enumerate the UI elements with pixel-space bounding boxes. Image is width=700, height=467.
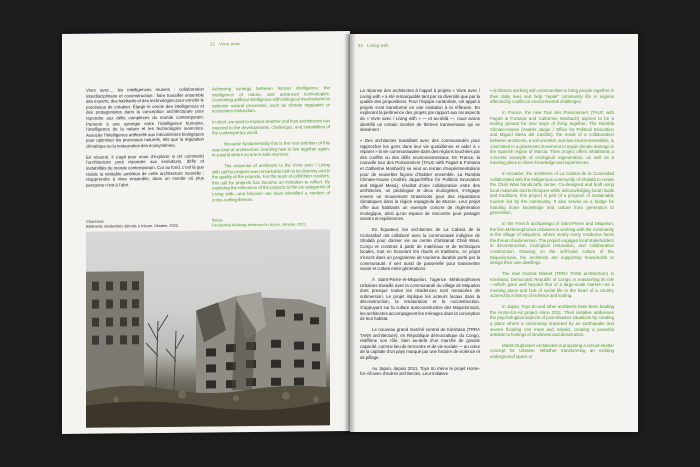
right-en-paragraph: In the French archipelago of Saint-Pierre and Miquelon, the firm Météorophones Urbaines is working with the community in the village of Miquelon, where nearly every residence faces the threat of submersion. The project engages local stakeholders in deconstruction, ecological restoration, and collaborative construction. Drawing on the self-build culture of the Miquelonnais, the architects are supporting households to design their own dwellings.	[490, 221, 614, 266]
right-french-column	[360, 88, 480, 382]
right-fr-paragraph: En Équateur, les architectes de La Cabina de la Curiosidad ont collaboré avec la communauté indigène de Shalalá pour donner vie au centre d’artisanat Chali Wasi. Conçu et construit à partir de matériaux et de techniques locales, tout en honorant les rituels et traditions, ce projet s’inscrit dans un programme de tourisme durable porté par la communauté. Il sert aussi de passerelle pour transmettre savoir et culture entre générations.	[360, 227, 480, 272]
left-fr-paragraph: En résumé, il s’agit pour nous d’explorer si (et comment) l’architecture peut répondre aux évolutions, défis et instabilités du monde contemporain. Car au fond, c’est là que réside la véritable ambition de cette architecture nouvelle : réapprendre à vivre ensemble, dans un monde où plus personne n’est à l’abri.	[86, 153, 204, 188]
left-page-header	[210, 41, 241, 46]
right-english-column	[490, 88, 614, 365]
left-page-number: 22	[210, 41, 216, 47]
caption-text-en: Residential buildings destroyed in Izyum, Ukraine, 2023.	[212, 222, 307, 228]
left-page	[62, 31, 350, 434]
left-en-paragraph: Because fundamentally this is the real ambition of this new kind of architecture: learning how to live together again, in a world where no one is safe anymore.	[212, 140, 330, 158]
right-page	[350, 34, 638, 432]
right-page-header	[358, 43, 389, 48]
left-page-running-title: Vivre avec	[219, 41, 241, 47]
right-fr-paragraph: La réponse des architectes à l’appel à projets « Vivre avec / Living with » a été remarquable tant par sa diversité que par la qualité des propositions. Pour l’équipe curatoriale, cet appel à projets s’est transformé en une invitation à la réflexion. En explorant la pertinence des projets par rapport aux six aspects de « Vivre avec / Living with » — et au-delà —, nous avons identifié un certain nombre de thèmes transversaux qui se dessinent :	[360, 88, 480, 133]
caption-label-en: Below:	[212, 218, 224, 223]
destroyed-building-photo	[86, 229, 330, 428]
left-fr-paragraph: Vivre avec… les intelligences réunies : collaboration interdisciplinaire et coconstruction : faire travailler ensemble des experts, des habitants et des technologies pour enrichir le processus de création. Élargir le cercle des intelligences et des protagonistes dans la conception architecturale pour répondre aux défis complexes du monde contemporain. Parvenir à une synergie entre l’intelligence humaine, l’intelligence de la nature et les technologies avancées. Associer l’intelligence artificielle aux mécanismes biologiques pour optimiser les processus naturels, tels que la régulation climatique ou la restauration des écosystèmes.	[86, 86, 204, 149]
right-fr-paragraph: À Saint-Pierre-et-Miquelon, l’agence Météorophones Urbaines travaille avec la communauté du village de Miquelon dont presque toutes les résidences sont menacées de submersion. Le projet implique les acteurs locaux dans la déconstruction, la renaturation et la coconstruction. S’appuyant sur la culture autoconstructive des Miquelonnais, les architectes accompagnent les ménages dans la conception de leur habitat.	[360, 276, 480, 322]
right-fr-paragraph: « Des architectes travaillant avec des communautés pour rapprocher les gens dans leur vie quotidienne et aider à « réparer » la vie communautaire dans des régions touchées par des conflits ou des défis environnementaux. En France, la nouvelle tour des Poissonniers (TAUC with Fagart & Fontana et Catherine Mosbach) se veut un terrain d’expérimentations pour de nouvelles façons d’habiter ensemble. La Rambla Climate-House (Andrés Jaque/Office for Political Innovation and Miguel Mesa), résultat d’une collaboration entre des architectes, un pédologue et deux écologistes, s’engage envers un mouvement Grassroots pour des réparations climatiques dans la région espagnole de Murcie. Leur projet offre aux habitants un exemple concret de régénération écologique, ainsi qu’un espace de rencontre pour partager savoirs et expériences.	[360, 137, 480, 222]
right-en-paragraph: • Architects working with communities to bring people together in their daily lives and help “repair” community life in regions affected by conflict or environmental challenges.	[490, 88, 614, 105]
caption-label-fr: Chassiaux	[86, 219, 104, 224]
left-en-paragraph: The response of architects to the Vivre avec / Living with call for projects was remarkable both in its diversity and in the quality of the projects. For the team of exhibition curators, this call for projects has become an invitation to reflect. By exploring the relevance of the projects to the six categories of Living with—and beyond—we have identified a number of cross-cutting themes.	[212, 162, 330, 203]
right-fr-paragraph: Le nouveau grand marché central de Kinshasa (TRRA TANK architecture), en République démocratique du Congo, réaffirme son rôle, bien au-delà d’un marché de grande capacité, comme lieu de rencontre et de vie sociale — au cœur de la capitale d’un pays marqué par une histoire de violence et de pillage.	[360, 326, 480, 360]
left-en-paragraph: In short, we want to explore whether and how architecture can respond to the developments, challenges, and instabilities of the contemporary world.	[212, 118, 330, 136]
caption-text-fr: Bâtiments résidentiels détruits à Izioum, Ukraine, 2023.	[86, 223, 179, 229]
right-fr-paragraph: Au Japon, depuis 2011, Toyo Ito mène le projet Home-for-All avec d’autres architectes. Leur initiative	[360, 365, 480, 377]
left-en-paragraph: Achieving synergy between human intelligence, the intelligence of nature, and advanced technologies. Combining artificial intelligence with biological mechanisms to optimize natural processes, such as climate regulation or ecosystem restoration.	[212, 85, 330, 114]
right-page-number: 23	[358, 43, 364, 48]
photo-caption-french	[86, 219, 204, 230]
right-en-paragraph: In France, the new Tour des Poissonniers (TAUC with Fagart & Fontana and Catherine Mosbach) aspires to be a testing ground for new ways of living together. The Rambla Climate-House (Andrés Jaque / Office for Political Innovation and Miguel Mesa del Castillo), the result of a collaboration between architects, a soil scientist, and two environmentalists, is committed to a grassroots movement to repair climate damage in the Spanish region of Murcia. Their project offers inhabitants a concrete example of ecological regeneration, as well as a meeting place to share knowledge and experiences.	[490, 109, 614, 166]
photo-caption-english	[212, 217, 330, 228]
right-en-paragraph: In Japan, Toyo Ito and other architects have been leading the Home-for-All project since 2011. Their initiative addresses the psychological aspects of post-disaster situations by creating a place where a community impacted by an earthquake and severe flooding can meet and rebuild, creating a powerful antidote to feelings of loneliness and desperation.	[490, 304, 614, 338]
left-english-column	[212, 85, 330, 208]
right-en-paragraph: The new Central Market (TRRA TANK architecture) in Kinshasa, Democratic Republic of Congo, is reasserting its role—which goes well beyond that of a large-scale market—as a meeting place and hub of social life in the heart of a country scarred by a history of violence and looting.	[490, 270, 614, 299]
right-en-paragraph: In Ecuador, the architects of La Cabina de la Curiosidad collaborated with the Indigenous community of Shalalá to create the Chali Wasi handicrafts center. Co-designed and built using local materials and techniques while acknowledging local rituals and traditions, this project is part of a program of sustainable tourism led by the community. It also serves as a bridge for handing down knowledge and culture from generation to generation.	[490, 171, 614, 216]
right-page-running-title: Living with	[367, 43, 389, 48]
left-french-column	[86, 87, 204, 194]
right-en-paragraph: Martin Duplantier Architectes is proposing a school-shelter concept for Ukraine. Whether transforming an existing underground space or	[490, 342, 614, 360]
